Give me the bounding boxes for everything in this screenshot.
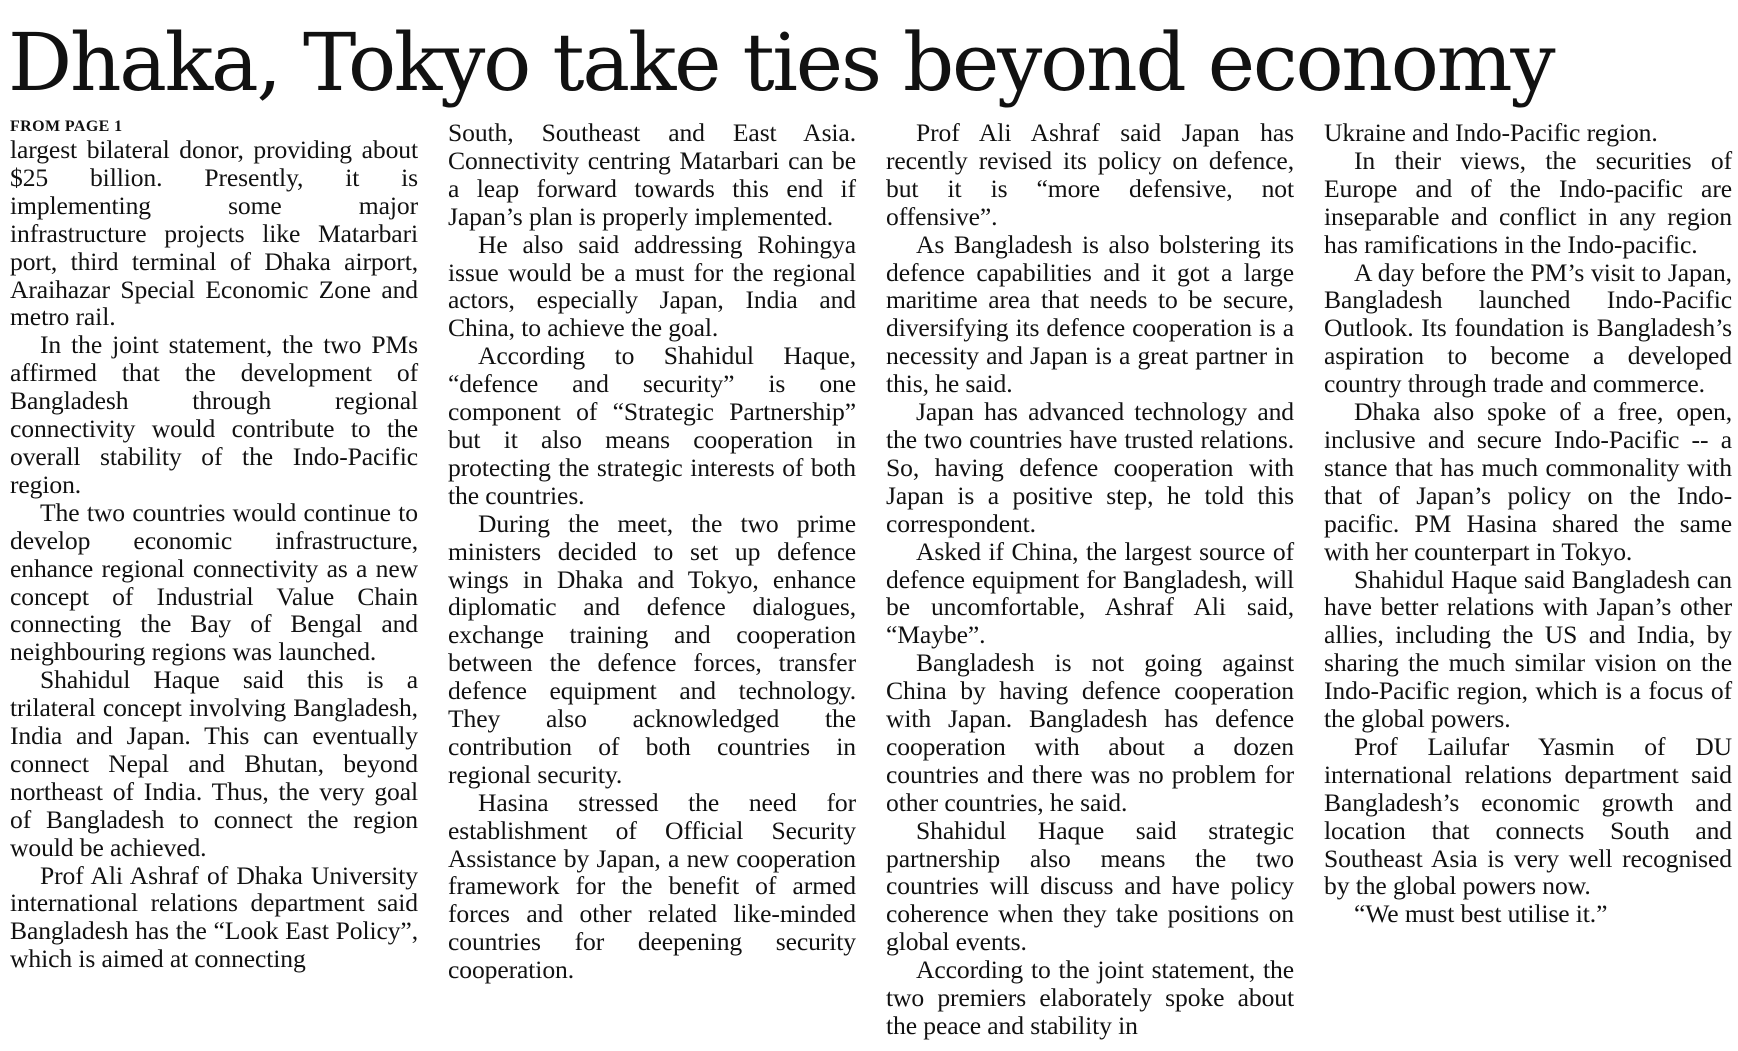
paragraph: “We must best utilise it.” <box>1354 899 1608 929</box>
article-column-1 <box>10 116 418 973</box>
paragraph: Shahidul Haque said strategic partnership also means the two countries will discuss and have policy coherence when they take positions on global events. <box>886 815 1294 957</box>
paragraph: Japan has advanced technology and the two countries have trusted relations. So, having defence cooperation with Japan is a positive step, he told this correspondent. <box>886 397 1294 538</box>
paragraph: Shahidul Haque said Bangladesh can have better relations with Japan’s other allies, including the US and India, by sharing the much similar vision on the Indo-Pacific region, which is a focus of the global powers. <box>1324 564 1732 734</box>
article-headline: Dhaka, Tokyo take ties beyond economy <box>8 16 1554 109</box>
paragraph: Bangladesh is not going against China by having defence cooperation with Japan. Bangladesh has defence cooperation with about a dozen countries and there was no problem for other countries, he said. <box>886 648 1294 817</box>
paragraph: The two countries would continue to develop economic infrastructure, enhance regional connectivity as a new concept of Industrial Value Chain connecting the Bay of Bengal and neighbouring regions was launched. <box>10 497 418 667</box>
paragraph: Hasina stressed the need for establishment of Official Security Assistance by Japan, a new cooperation framework for the benefit of armed forces and other related like-minded countries for deepening security cooperation. <box>448 787 856 985</box>
paragraph: According to Shahidul Haque, “defence and security” is one component of “Strategic Partnership” but it also means cooperation in protecting the strategic interests of both the countries. <box>448 341 856 510</box>
continuation-kicker: FROM PAGE 1 <box>10 118 123 135</box>
paragraph: Prof Ali Ashraf of Dhaka University international relations department said Bangladesh has the “Look East Policy”, which is aimed at connecting <box>10 860 418 974</box>
paragraph: According to the joint statement, the two premiers elaborately spoke about the peace and stability in <box>886 955 1294 1040</box>
paragraph: In the joint statement, the two PMs affirmed that the development of Bangladesh through regional connectivity would contribute to the overall stability of the Indo-Pacific region. <box>10 330 418 499</box>
paragraph: He also said addressing Rohingya issue would be a must for the regional actors, especially Japan, India and China, to achieve the goal. <box>448 229 856 343</box>
paragraph: South, Southeast and East Asia. Connectivity centring Matarbari can be a leap forward towards this end if Japan’s plan is properly implemented. <box>448 118 856 231</box>
paragraph: Dhaka also spoke of a free, open, inclusive and secure Indo-Pacific -- a stance that has much commonality with that of Japan’s policy on the Indo-pacific. PM Hasina shared the same with her counterpart in Tokyo. <box>1324 397 1732 566</box>
article-column-4 <box>1324 119 1732 928</box>
article-column-2 <box>448 119 856 984</box>
paragraph: Prof Ali Ashraf said Japan has recently revised its policy on defence, but it is “more defensive, not offensive”. <box>886 118 1294 231</box>
paragraph: Asked if China, the largest source of defence equipment for Bangladesh, will be uncomfortable, Ashraf Ali said, “Maybe”. <box>886 536 1294 650</box>
paragraph: Shahidul Haque said this is a trilateral concept involving Bangladesh, India and Japan. This can eventually connect Nepal and Bhutan, beyond northeast of India. Thus, the very goal of Bangladesh to connect the region would be achieved. <box>10 665 418 862</box>
paragraph: In their views, the securities of Europe and of the Indo-pacific are inseparable and conflict in any region has ramifications in the Indo-pacific. <box>1324 145 1732 259</box>
paragraph: Ukraine and Indo-Pacific region. <box>1324 118 1658 147</box>
paragraph: largest bilateral donor, providing about $25 billion. Presently, it is implementing some major infrastructure projects like Matarbari port, third terminal of Dhaka airport, Araihazar Special Economic Zone and metro rail. <box>10 135 418 332</box>
paragraph: A day before the PM’s visit to Japan, Bangladesh launched Indo-Pacific Outlook. Its foundation is Bangladesh’s aspiration to become a developed country through trade and commerce. <box>1324 257 1732 399</box>
article-column-3 <box>886 119 1294 1040</box>
paragraph: As Bangladesh is also bolstering its defence capabilities and it got a large maritime area that needs to be secure, diversifying its defence cooperation is a necessity and Japan is a great partner in this, he said. <box>886 229 1294 399</box>
paragraph: Prof Lailufar Yasmin of DU international relations department said Bangladesh’s economic growth and location that connects South and Southeast Asia is very well recognised by the global powers now. <box>1324 731 1732 901</box>
paragraph: During the meet, the two prime ministers decided to set up defence wings in Dhaka and Tokyo, enhance diplomatic and defence dialogues, exchange training and cooperation between the defence forces, transfer defence equipment and technology. They also acknowledged the contribution of both countries in regional security. <box>448 508 856 789</box>
